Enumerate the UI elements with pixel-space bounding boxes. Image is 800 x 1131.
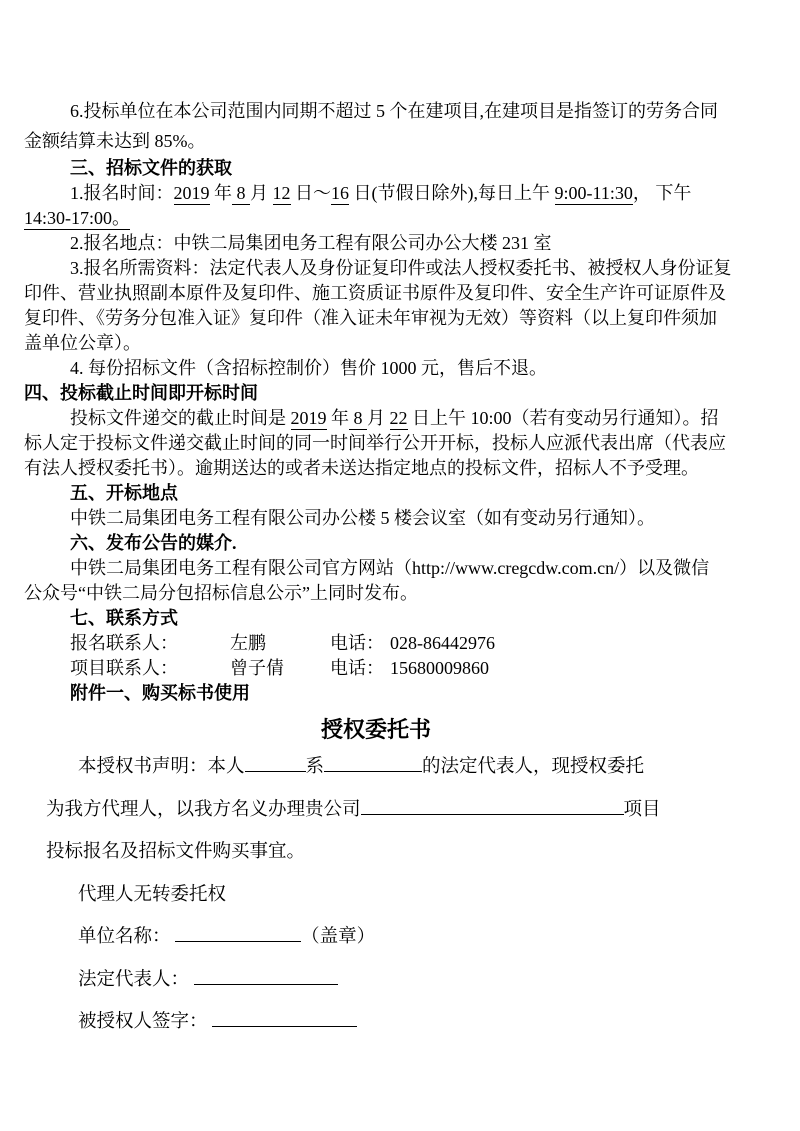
underlined-value: 12 [272,183,291,203]
section-6-body-line-2: 公众号“中铁二局分包招标信息公示”上同时发布。 [24,583,418,603]
text-run: 月 [250,183,273,203]
text-run: 的法定代表人，现授权委托 [422,757,645,777]
text-run: （盖章） [301,927,376,947]
item-3-materials-line-2: 印件、营业执照副本原件及复印件、施工资质证书原件及复印件、安全生产许可证原件及 [24,283,726,303]
section-4-body-line-2: 标人定于投标文件递交截止时间的同一时间举行公开开标，投标人应派代表出席（代表应 [24,433,726,453]
power-of-attorney-section [46,715,706,1044]
poa-declaration-line-3: 投标报名及招标文件购买事宜。 [46,842,306,862]
contact-row-registration [24,631,759,656]
underlined-value: 2019 [290,408,327,428]
item-2-report-location: 2.报名地点：中铁二局集团电务工程有限公司办公大楼 231 室 [70,233,552,253]
underlined-value: 8 [349,408,367,428]
item-3-materials-line-3: 复印件、《劳务分包准入证》复印件（准入证未年审视为无效）等资料（以上复印件须加 [24,308,717,328]
blank-line [361,795,624,815]
phone-number: 028-86442976 [390,633,495,653]
text-run: 单位名称： [78,927,176,947]
section-7-heading: 七、联系方式 [70,608,178,628]
poa-form-authorized-signature [46,1001,706,1044]
text-run: 系 [305,757,325,777]
poa-declaration-line-1 [46,746,706,789]
poa-no-transfer-clause: 代理人无转委托权 [78,884,227,905]
contact-name: 左鹏 [230,633,266,653]
text-run: 日～ [290,183,331,203]
section-4-body-line-3: 有法人授权委托书）。逾期送达的或者未送达指定地点的投标文件，招标人不予受理。 [24,458,699,478]
contact-name: 曾子倩 [230,658,284,678]
blank-line [324,753,422,773]
item-1-report-time-line-1 [24,181,759,206]
attachment-1-heading: 附件一、购买标书使用 [70,683,250,703]
clause-6-line-2: 金额结算未达到 85%。 [24,131,206,151]
section-6-heading: 六、发布公告的媒介. [70,533,237,553]
text-run: 年 [209,183,232,203]
item-1-report-time-line-2 [24,206,759,231]
phone-number: 15680009860 [390,658,489,678]
section-4-heading: 四、投标截止时间即开标时间 [24,383,258,403]
text-run: 1.报名时间： [70,183,174,203]
underlined-value: 22 [389,408,408,428]
text-run: 为我方代理人，以我方名义办理贵公司 [46,799,361,820]
clause-6-paragraph [24,96,759,156]
underlined-value: 14:30-17:00。 [24,208,130,228]
poa-form-legal-representative [46,959,706,1002]
text-run: 日上午 10:00（若有变动另行通知）。招 [407,408,719,428]
tender-notice-section [24,96,759,706]
text-run: 本授权书声明：本人 [78,757,245,777]
underlined-value: 8 [232,183,250,203]
phone-label: 电话： [330,633,384,653]
blank-line [212,1008,357,1028]
contact-label: 项目联系人： [70,658,178,678]
text-run: 月 [367,408,390,428]
contact-label: 报名联系人： [70,633,178,653]
text-run: 项目 [623,799,661,820]
text-run: 法定代表人： [78,969,194,990]
blank-line [175,923,301,943]
section-6-body-line-1: 中铁二局集团电务工程有限公司官方网站（http://www.cregcdw.com.cn/）以及微信 [70,558,710,578]
underlined-value: 9:00-11:30 [554,183,633,203]
blank-line [194,965,338,985]
underlined-value: 2019 [173,183,210,203]
phone-label: 电话： [330,658,384,678]
text-run: 年 [326,408,349,428]
section-5-heading: 五、开标地点 [70,483,178,503]
text-run: ， 下午 [632,183,692,203]
text-run: 投标文件递交的截止时间是 [70,408,291,428]
item-4-document-price: 4. 每份招标文件（含招标控制价）售价 1000 元，售后不退。 [70,358,547,378]
section-5-body: 中铁二局集团电务工程有限公司办公楼 5 楼会议室（如有变动另行通知）。 [70,508,655,528]
item-3-materials-line-1: 3.报名所需资料：法定代表人及身份证复印件或法人授权委托书、被授权人身份证复 [70,258,732,278]
blank-line [245,753,306,773]
section-3-heading: 三、招标文件的获取 [70,158,232,178]
item-3-materials-line-4: 盖单位公章）。 [24,333,141,353]
underlined-value: 16 [331,183,349,203]
power-of-attorney-title: 授权委托书 [320,717,431,742]
section-4-body-line-1 [24,406,759,431]
contact-row-project [24,656,759,681]
text-run: 日(节假日除外),每日上午 [349,183,555,203]
text-run: 被授权人签字： [78,1012,213,1032]
poa-declaration-line-2 [46,789,706,832]
poa-form-company-name [46,916,706,959]
clause-6-line-1: 6.投标单位在本公司范围内同期不超过 5 个在建项目,在建项目是指签订的劳务合同 [70,101,718,121]
